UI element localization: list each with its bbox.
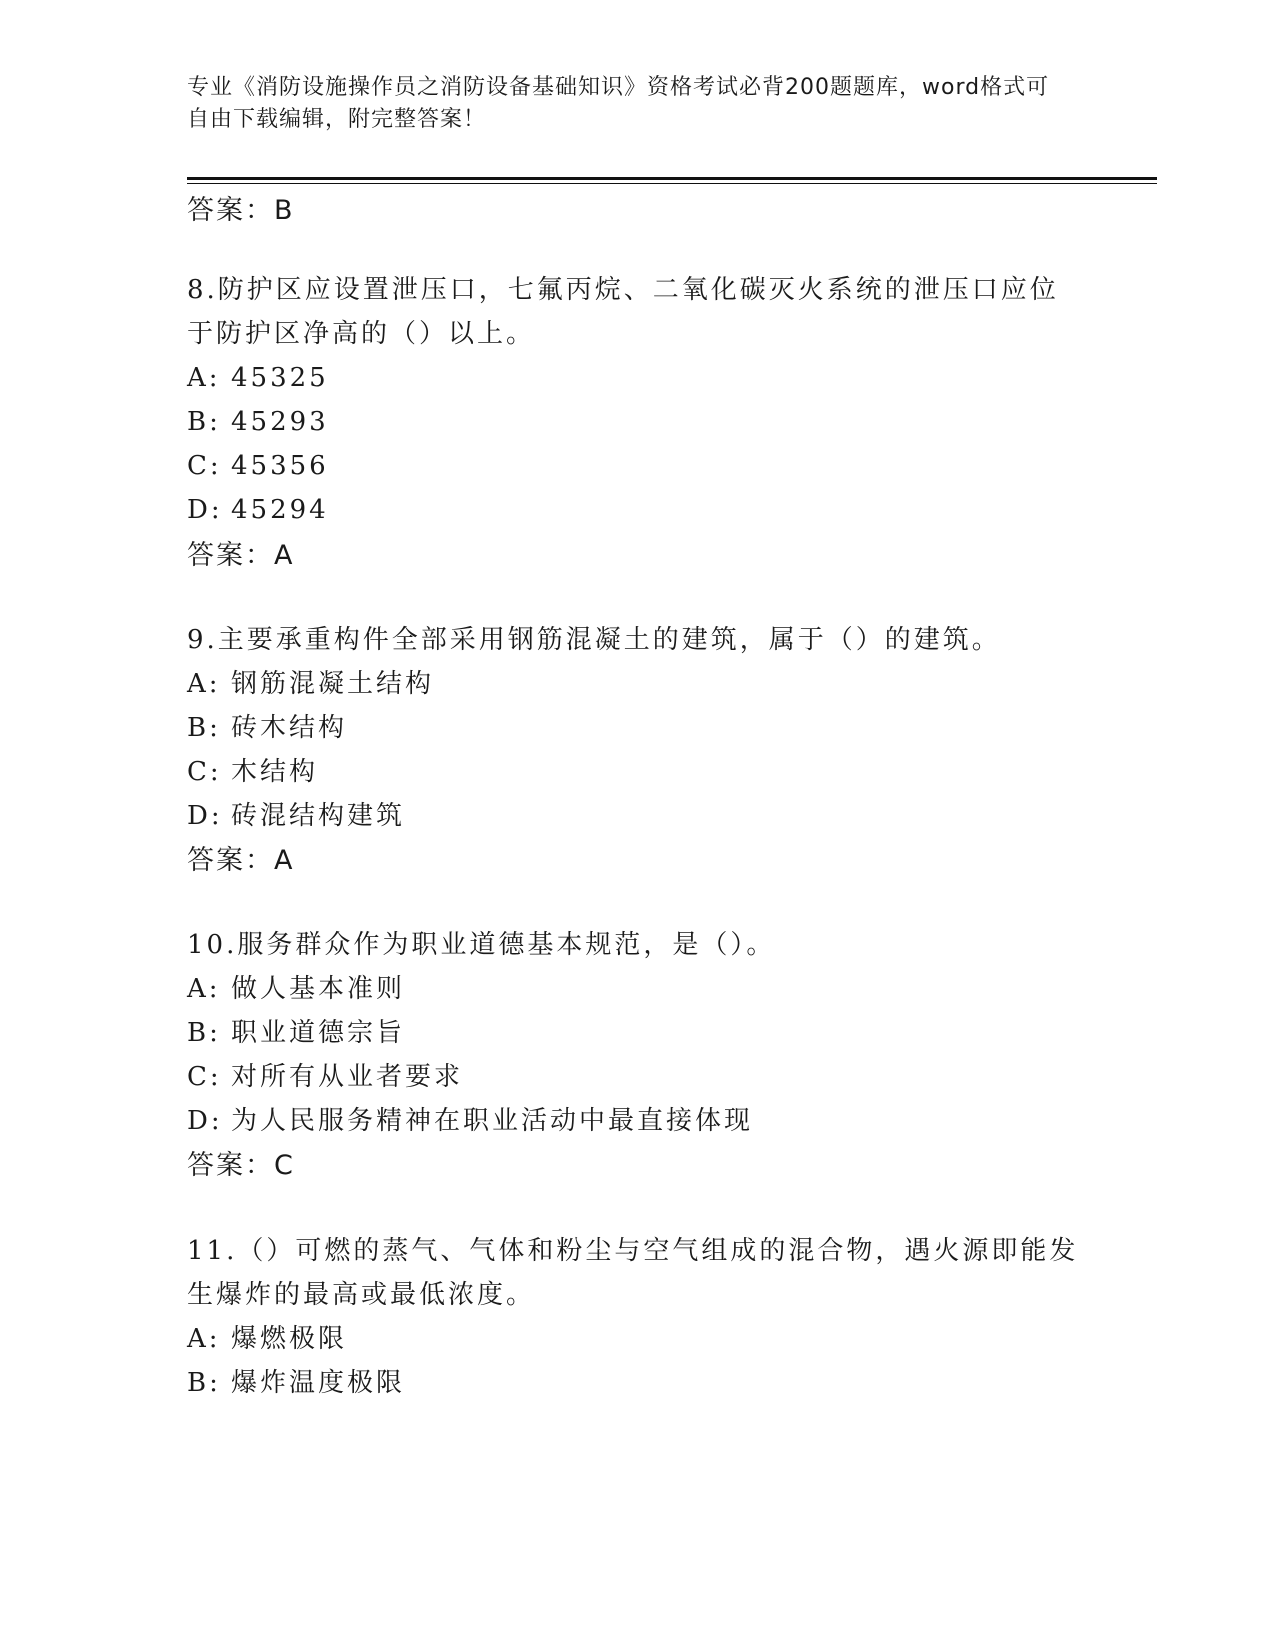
question-9-option-c bbox=[187, 750, 1087, 795]
question-9-option-d bbox=[187, 794, 1087, 839]
option-key: A: bbox=[187, 974, 221, 1004]
question-8-option-a bbox=[187, 356, 1087, 401]
previous-answer: 答案：B bbox=[187, 195, 295, 226]
option-key: B: bbox=[187, 1368, 221, 1398]
question-11-stem-line-2: 生爆炸的最高或最低浓度。 bbox=[187, 1280, 536, 1310]
question-9-answer: 答案：A bbox=[187, 845, 295, 876]
question-10-option-d bbox=[187, 1099, 1087, 1144]
question-10-option-c bbox=[187, 1055, 1087, 1100]
option-key: D: bbox=[187, 801, 223, 831]
question-8-stem-line-1: 8.防护区应设置泄压口，七氟丙烷、二氧化碳灭火系统的泄压口应位 bbox=[187, 275, 1059, 305]
option-text: 爆燃极限 bbox=[231, 1324, 348, 1354]
option-text: 砖木结构 bbox=[231, 713, 348, 743]
question-11-option-a bbox=[187, 1317, 1087, 1362]
header-divider-thin bbox=[187, 183, 1157, 184]
option-text: 为人民服务精神在职业活动中最直接体现 bbox=[231, 1106, 754, 1136]
question-10-option-a bbox=[187, 967, 1087, 1012]
option-text: 砖混结构建筑 bbox=[231, 801, 406, 831]
option-text: 爆炸温度极限 bbox=[231, 1368, 406, 1398]
option-key: A: bbox=[187, 1324, 221, 1354]
question-9-option-b bbox=[187, 706, 1087, 751]
question-10-option-b bbox=[187, 1011, 1087, 1056]
option-key: A: bbox=[187, 363, 221, 393]
option-key: B: bbox=[187, 1018, 221, 1048]
option-text: 45293 bbox=[231, 407, 329, 437]
option-text: 职业道德宗旨 bbox=[231, 1018, 406, 1048]
question-8-stem-line-2: 于防护区净高的（）以上。 bbox=[187, 319, 536, 349]
option-key: B: bbox=[187, 407, 221, 437]
question-8-option-b bbox=[187, 400, 1087, 445]
question-10-answer: 答案：C bbox=[187, 1150, 295, 1181]
document-header: 专业《消防设施操作员之消防设备基础知识》资格考试必背200题题库，word格式可自由下载编辑，附完整答案！ bbox=[187, 75, 1050, 132]
option-key: C: bbox=[187, 757, 222, 787]
question-10-stem-line-1: 10.服务群众作为职业道德基本规范，是（）。 bbox=[187, 930, 776, 960]
option-key: D: bbox=[187, 1106, 223, 1136]
option-key: B: bbox=[187, 713, 221, 743]
option-text: 做人基本准则 bbox=[231, 974, 406, 1004]
option-key: A: bbox=[187, 669, 221, 699]
question-8-option-c bbox=[187, 444, 1087, 489]
option-text: 木结构 bbox=[231, 757, 319, 787]
question-8-answer: 答案：A bbox=[187, 540, 295, 571]
option-text: 45325 bbox=[231, 363, 329, 393]
question-11-stem-line-1: 11.（）可燃的蒸气、气体和粉尘与空气组成的混合物，遇火源即能发 bbox=[187, 1236, 1079, 1266]
option-text: 45356 bbox=[231, 451, 329, 481]
option-key: D: bbox=[187, 495, 223, 525]
question-8-option-d bbox=[187, 488, 1087, 533]
option-key: C: bbox=[187, 1062, 222, 1092]
question-9-option-a bbox=[187, 662, 1087, 707]
option-text: 对所有从业者要求 bbox=[231, 1062, 464, 1092]
question-9-stem-line-1: 9.主要承重构件全部采用钢筋混凝土的建筑，属于（）的建筑。 bbox=[187, 625, 1001, 655]
option-text: 钢筋混凝土结构 bbox=[231, 669, 435, 699]
header-divider-thick bbox=[187, 177, 1157, 180]
question-11-option-b bbox=[187, 1361, 1087, 1406]
option-text: 45294 bbox=[231, 495, 329, 525]
option-key: C: bbox=[187, 451, 222, 481]
